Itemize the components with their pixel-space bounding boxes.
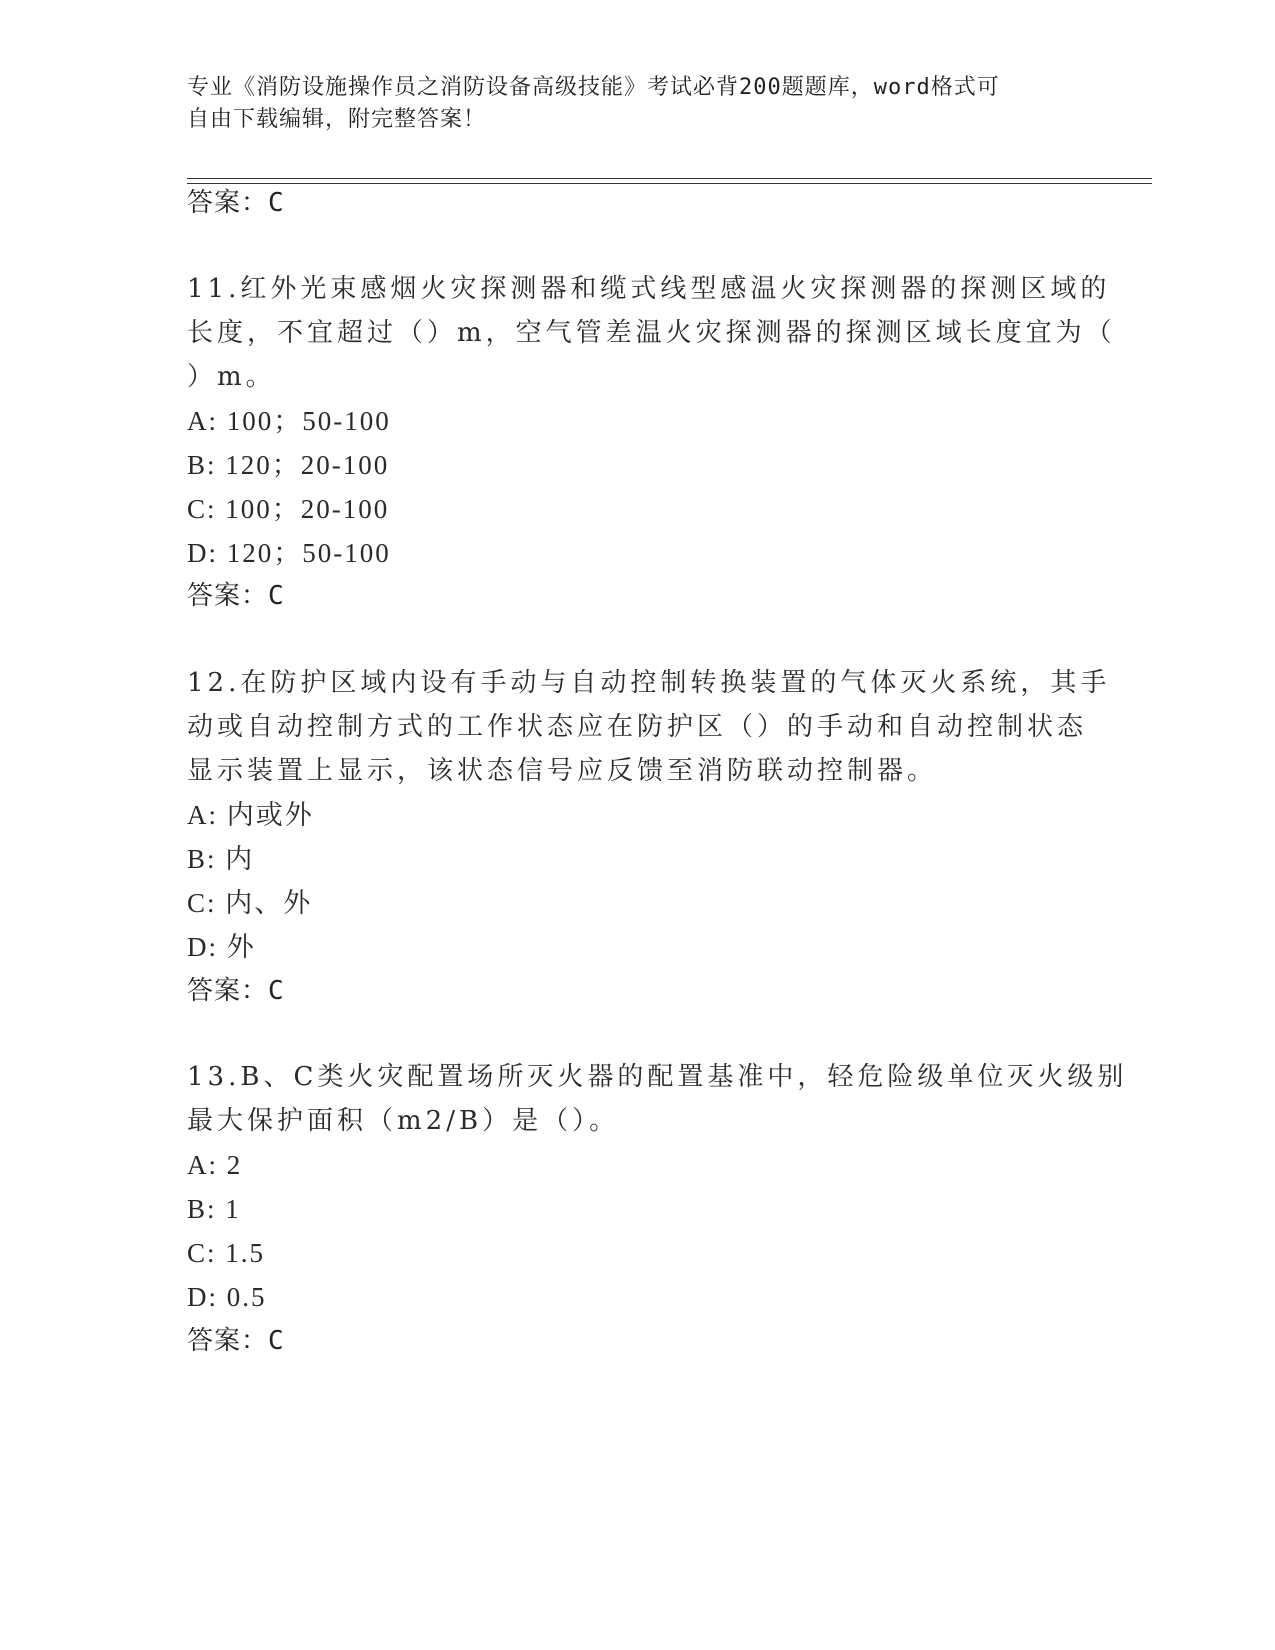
question-12-line-3: 显示装置上显示，该状态信号应反馈至消防联动控制器。 xyxy=(187,756,938,786)
question-11-answer: 答案：C xyxy=(187,581,285,611)
question-12-option-c: C: 内、外 xyxy=(187,888,313,918)
question-11-line-3: ）m。 xyxy=(187,362,276,392)
question-11-line-1: 11.红外光束感烟火灾探测器和缆式线型感温火灾探测器的探测区域的 xyxy=(187,274,1111,304)
question-13-line-2: 最大保护面积（m2/B）是（）。 xyxy=(187,1106,620,1136)
question-11-line-2: 长度，不宜超过（）m，空气管差温火灾探测器的探测区域长度宜为（ xyxy=(187,318,1116,348)
question-13-answer: 答案：C xyxy=(187,1326,285,1356)
question-13-option-b: B: 1 xyxy=(187,1194,241,1224)
question-12-option-a: A: 内或外 xyxy=(187,800,314,830)
header-divider-thin xyxy=(187,178,1152,179)
question-12-line-2: 动或自动控制方式的工作状态应在防护区（）的手动和自动控制状态 xyxy=(187,712,1088,742)
answer-previous: 答案：C xyxy=(187,188,285,218)
question-12-answer: 答案：C xyxy=(187,976,285,1006)
question-11-option-a: A: 100；50-100 xyxy=(187,406,391,436)
header-line-1: 专业《消防设施操作员之消防设备高级技能》考试必背200题题库，word格式可 xyxy=(187,75,1000,100)
question-11-option-d: D: 120；50-100 xyxy=(187,538,391,568)
question-11-option-c: C: 100；20-100 xyxy=(187,494,390,524)
question-13-line-1: 13.B、C类火灾配置场所灭火器的配置基准中，轻危险级单位灭火级别 xyxy=(187,1062,1128,1092)
document-header xyxy=(187,72,1067,136)
header-line-2: 自由下载编辑，附完整答案！ xyxy=(187,107,487,132)
question-12-line-1: 12.在防护区域内设有手动与自动控制转换装置的气体灭火系统，其手 xyxy=(187,668,1111,698)
question-11-option-b: B: 120；20-100 xyxy=(187,450,390,480)
question-12-option-d: D: 外 xyxy=(187,932,256,962)
header-divider-thick xyxy=(187,183,1152,184)
question-12-option-b: B: 内 xyxy=(187,844,255,874)
question-13-option-c: C: 1.5 xyxy=(187,1238,266,1268)
question-13-option-a: A: 2 xyxy=(187,1150,243,1180)
question-13-option-d: D: 0.5 xyxy=(187,1282,267,1312)
